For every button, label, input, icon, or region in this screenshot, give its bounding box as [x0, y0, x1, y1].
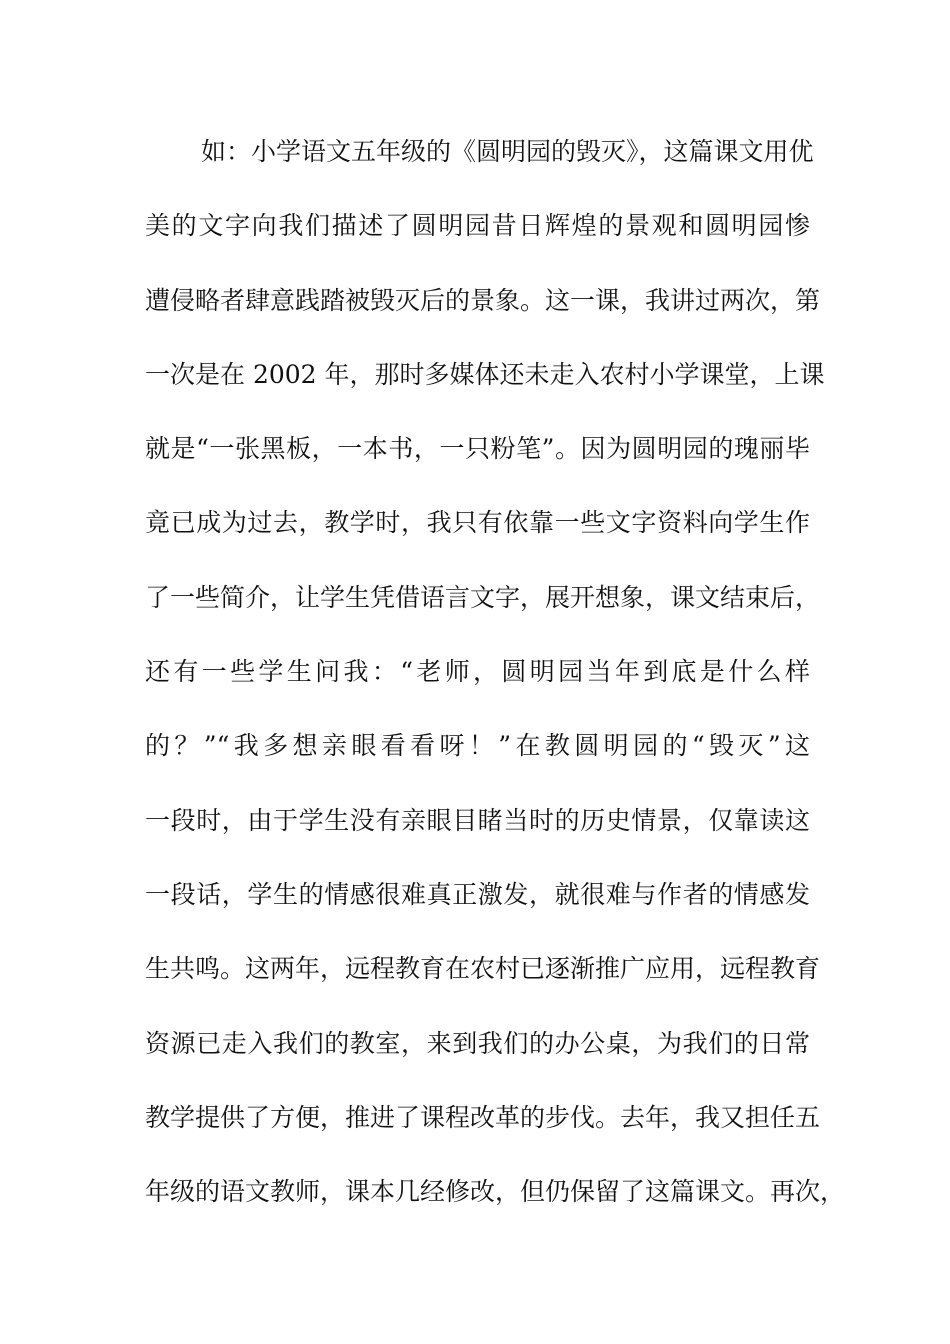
paragraph-line: 一次是在 2002 年，那时多媒体还未走入农村小学课堂，上课 [145, 359, 825, 389]
paragraph-line: 生共鸣。这两年，远程教育在农村已逐渐推广应用，远程教育 [145, 954, 821, 984]
paragraph-line: 就是“一张黑板，一本书，一只粉笔”。因为圆明园的瑰丽毕 [145, 434, 810, 464]
paragraph-line: 的？”“我多想亲眼看看呀！”在教圆明园的“毁灭”这 [145, 731, 810, 761]
paragraph-line: 一段话，学生的情感很难真正激发，就很难与作者的情感发 [145, 879, 810, 909]
body-paragraph [145, 128, 846, 1242]
paragraph-line: 资源已走入我们的教室，来到我们的办公桌，为我们的日常 [145, 1028, 810, 1058]
paragraph-line: 教学提供了方便，推进了课程改革的步伐。去年，我又担任五 [145, 1102, 821, 1132]
paragraph-line: 了一些简介，让学生凭借语言文字，展开想象，课文结束后， [145, 582, 821, 612]
paragraph-line: 美的文字向我们描述了圆明园昔日辉煌的景观和圆明园惨 [145, 211, 810, 241]
paragraph-line: 遭侵略者肆意践踏被毁灭后的景象。这一课，我讲过两次，第 [145, 285, 821, 315]
paragraph-line: 一段时，由于学生没有亲眼目睹当时的历史情景，仅靠读这 [145, 805, 810, 835]
paragraph-line: 还有一些学生问我：“老师，圆明园当年到底是什么样 [145, 657, 810, 687]
paragraph-line: 如：小学语文五年级的《圆明园的毁灭》，这篇课文用优 [201, 137, 814, 166]
paragraph-line: 年级的语文教师，课本几经修改，但仍保留了这篇课文。再次， [145, 1177, 846, 1207]
paragraph-line: 竟已成为过去，教学时，我只有依靠一些文字资料向学生作 [145, 508, 810, 538]
